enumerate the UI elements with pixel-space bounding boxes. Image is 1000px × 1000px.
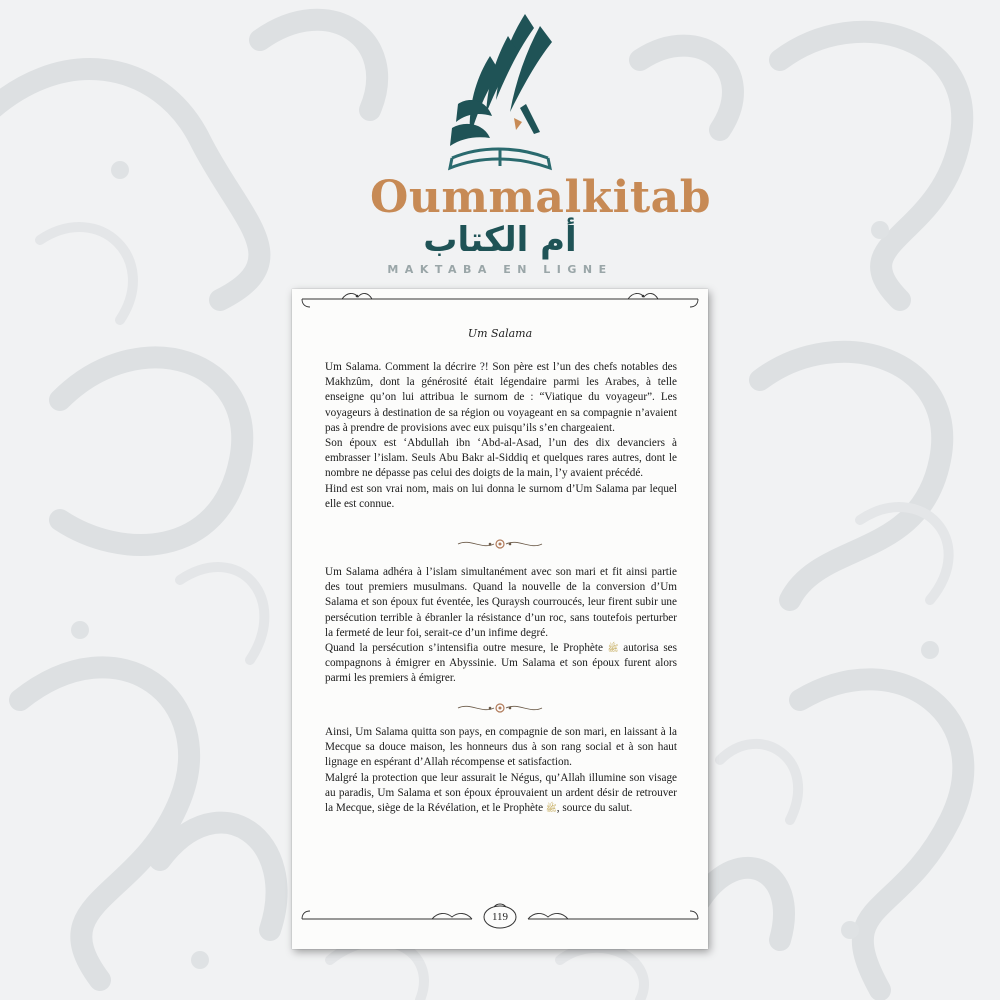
text-section-1 <box>325 360 677 512</box>
paragraph-text: Quand la persécution s’intensifia outre mesure, le Prophète <box>325 642 608 655</box>
chapter-title: Um Salama <box>467 327 533 340</box>
honorific-icon: ﷺ <box>545 803 557 814</box>
floral-ornament-icon <box>452 536 548 552</box>
brand-tagline: MAKTABA EN LIGNE <box>387 263 613 276</box>
calligraphy-book-icon <box>430 8 570 180</box>
paragraph: Um Salama. Comment la décrire ?! Son père est l’un des chefs notables des Makhzûm, dont la générosité était légendaire parmi les Arabes, à telle enseigne qu’on lui attribua le surnom de : “Viatique du voyageur”. Les voyageurs à destination de sa région ou voyageant en sa compagnie n’avaient pas à prendre de provisions avec eux puisqu’ils s’en chargeaient. <box>325 361 677 434</box>
floral-ornament-icon <box>452 700 548 716</box>
paragraph <box>325 641 677 687</box>
paragraph: Um Salama adhéra à l’islam simultanément avec son mari et fit ainsi partie des tout premiers musulmans. Quand la nouvelle de la conversion d’Um Salama et son époux fut éventée, les Quraysh courroucés, leur firent subir une persécution terrible à ébranler la résistance d’un roc, sans toutefois perturber la fermeté de leur foi, serait-ce d’un infime degré. <box>325 566 677 639</box>
paragraph-text: Malgré la protection que leur assurait le Négus, qu’Allah illumine son visage au paradis, Um Salama et son époux éprouvaient un ardent désir de retrouver la Mecque, siège de la Révélation, et le Prophète <box>325 771 677 815</box>
brand-name-arabic: أم الكتاب <box>423 220 577 260</box>
paragraph-text: autorisa ses compagnons à émigrer en Abyssinie. Um Salama et son époux furent alors parmi les premiers à émigrer. <box>325 642 678 685</box>
honorific-icon: ﷺ <box>607 643 619 654</box>
brand-name-latin: Oummalkitab <box>370 172 711 223</box>
page-number: 119 <box>491 911 509 923</box>
paragraph: Ainsi, Um Salama quitta son pays, en compagnie de son mari, en laissant à la Mecque sa douce maison, les honneurs dus à son rang social et à son haut lignage en espérant d’Allah récompense et satisfaction. <box>325 726 677 769</box>
book-page <box>292 289 708 949</box>
text-section-2 <box>325 565 677 687</box>
paragraph-text: , source du salut. <box>556 802 633 815</box>
text-section-3 <box>325 725 677 816</box>
paragraph: Hind est son vrai nom, mais on lui donna le surnom d’Um Salama par lequel elle est connue. <box>325 482 677 510</box>
page-top-frame <box>292 289 708 319</box>
paragraph <box>325 771 677 817</box>
paragraph: Son époux est ‘Abdullah ibn ‘Abd-al-Asad, l’un des dix devanciers à embrasser l’islam. Seuls Abu Bakr al-Siddiq et quelques rares autres, dont le nombre ne dépasse pas celui des doigts de la main, l’y avaient précédé. <box>325 437 677 480</box>
